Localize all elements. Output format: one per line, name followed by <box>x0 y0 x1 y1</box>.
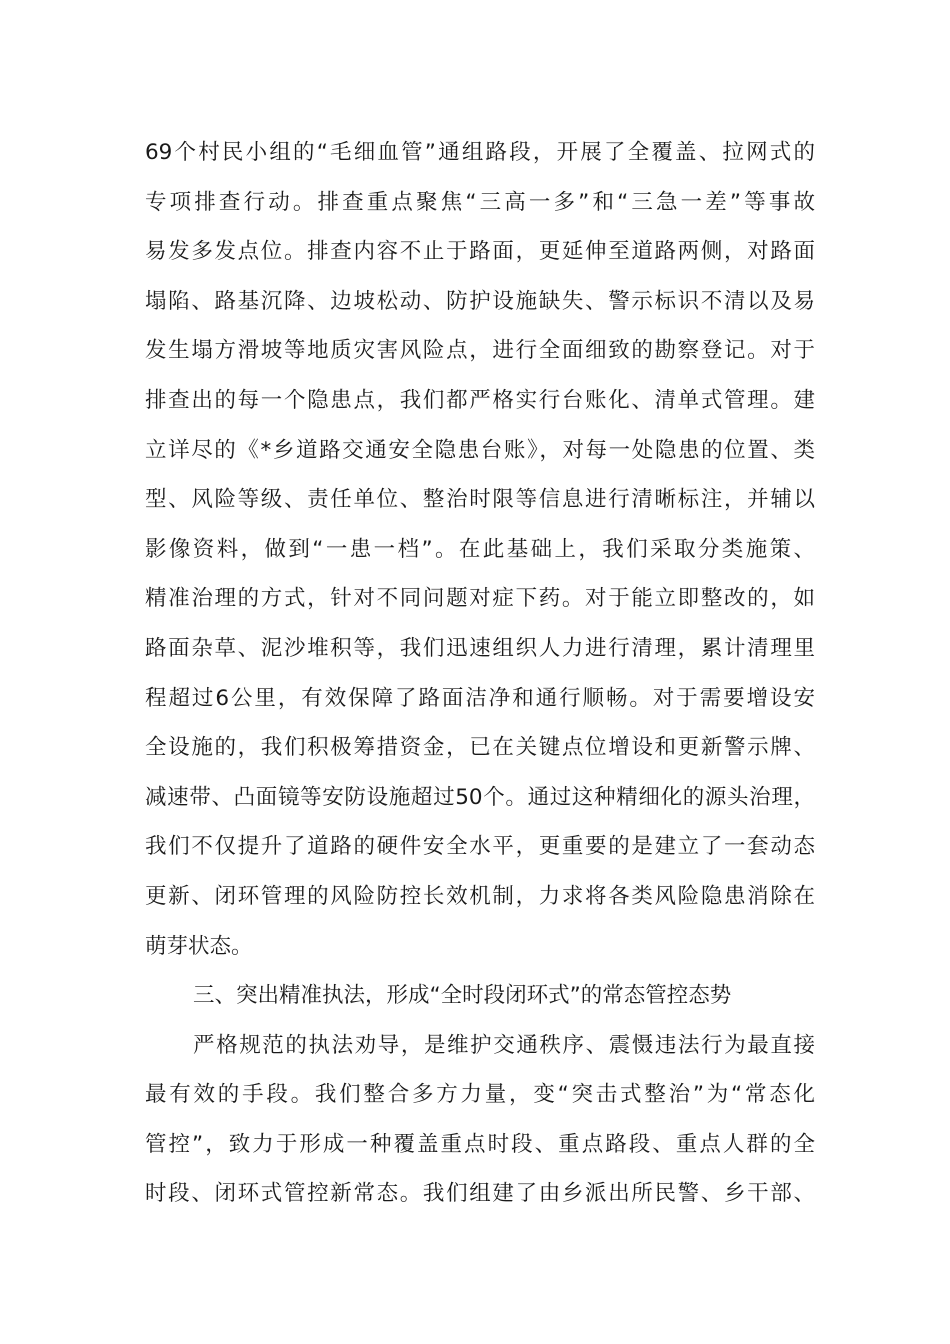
paragraph-line: 路面杂草、泥沙堆积等，我们迅速组织人力进行清理，累计清理里 <box>145 635 815 661</box>
paragraph-line: 立详尽的《*乡道路交通安全隐患台账》，对每一处隐患的位置、类 <box>145 437 815 463</box>
paragraph-line: 管控”，致力于形成一种覆盖重点时段、重点路段、重点人群的全 <box>145 1131 815 1157</box>
paragraph-line: 易发多发点位。排查内容不止于路面，更延伸至道路两侧，对路面 <box>145 239 815 265</box>
paragraph-line: 全设施的，我们积极筹措资金，已在关键点位增设和更新警示牌、 <box>145 735 815 761</box>
paragraph-line: 时段、闭环式管控新常态。我们组建了由乡派出所民警、乡干部、 <box>145 1181 815 1207</box>
paragraph-line: 排查出的每一个隐患点，我们都严格实行台账化、清单式管理。建 <box>145 387 815 413</box>
paragraph-line: 程超过6公里，有效保障了路面洁净和通行顺畅。对于需要增设安 <box>145 685 815 711</box>
paragraph-line: 影像资料，做到“一患一档”。在此基础上，我们采取分类施策、 <box>145 536 815 562</box>
paragraph-line: 严格规范的执法劝导，是维护交通秩序、震慑违法行为最直接 <box>193 1032 815 1058</box>
section-heading: 三、突出精准执法，形成“全时段闭环式”的常态管控态势 <box>193 983 732 1009</box>
paragraph-line: 专项排查行动。排查重点聚焦“三高一多”和“三急一差”等事故 <box>145 189 815 215</box>
paragraph-line: 我们不仅提升了道路的硬件安全水平，更重要的是建立了一套动态 <box>145 834 815 860</box>
document-body <box>145 128 815 1219</box>
paragraph-line: 更新、闭环管理的风险防控长效机制，力求将各类风险隐患消除在 <box>145 883 815 909</box>
paragraph-line: 发生塌方滑坡等地质灾害风险点，进行全面细致的勘察登记。对于 <box>145 338 815 364</box>
paragraph-line: 型、风险等级、责任单位、整治时限等信息进行清晰标注，并辅以 <box>145 487 815 513</box>
paragraph-line: 最有效的手段。我们整合多方力量，变“突击式整治”为“常态化 <box>145 1082 815 1108</box>
paragraph-line: 69个村民小组的“毛细血管”通组路段，开展了全覆盖、拉网式的 <box>145 140 815 165</box>
paragraph-line: 塌陷、路基沉降、边坡松动、防护设施缺失、警示标识不清以及易 <box>145 288 815 314</box>
paragraph-line: 精准治理的方式，针对不同问题对症下药。对于能立即整改的，如 <box>145 586 815 612</box>
paragraph-line: 减速带、凸面镜等安防设施超过50个。通过这种精细化的源头治理， <box>145 784 815 810</box>
paragraph-line: 萌芽状态。 <box>145 933 253 959</box>
